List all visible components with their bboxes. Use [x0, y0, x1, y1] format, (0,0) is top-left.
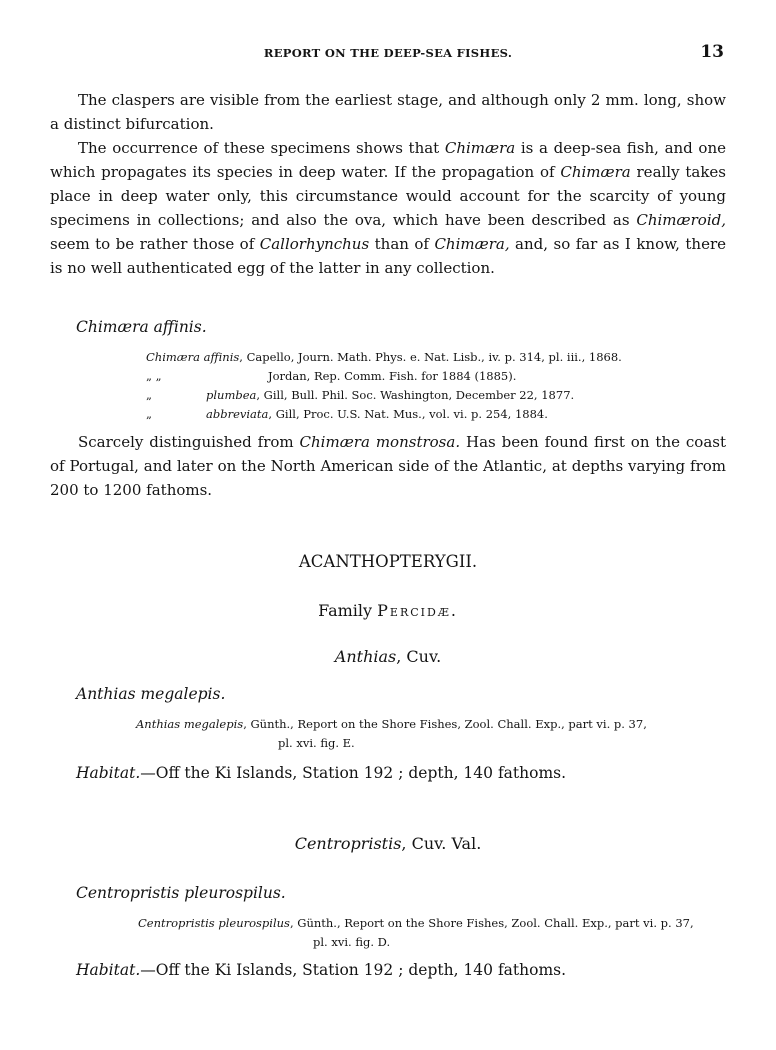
- genus-name: Centropristis: [294, 834, 402, 853]
- genus-name: Chimæra: [560, 163, 631, 181]
- reference-species: Centropristis pleurospilus: [138, 916, 290, 930]
- reference-species: Anthias megalepis: [136, 717, 244, 731]
- reference-citation: , Günth., Report on the Shore Fishes, Zool. Chall. Exp., part vi. p. 37,: [243, 717, 647, 731]
- genus-name: Anthias: [334, 647, 397, 666]
- genus-author: , Cuv.: [396, 647, 442, 666]
- habitat-text: —Off the Ki Islands, Station 192 ; depth, 140 fathoms.: [140, 961, 567, 979]
- synonym-line: [146, 367, 622, 386]
- genus-heading-centropristis: [0, 834, 776, 853]
- genus-author: , Cuv. Val.: [401, 834, 482, 853]
- synonym-line: [146, 386, 622, 405]
- genus-name: Callorhynchus: [259, 235, 370, 253]
- species-heading-chimaera-affinis: Chimæra affinis.: [76, 318, 207, 336]
- synonym-citation: Jordan, Rep. Comm. Fish. for 1884 (1885).: [268, 369, 517, 383]
- synonym-line: [146, 348, 622, 367]
- species-name: Chimæra monstrosa.: [299, 433, 461, 451]
- ditto-mark: „: [146, 388, 152, 402]
- reference-plate: pl. xvi. fig. D.: [313, 935, 391, 949]
- intro-p2-text: than of: [369, 235, 435, 253]
- term-italic: Chimæroid,: [636, 211, 726, 229]
- intro-p1-text: The claspers are visible from the earliest stage, and although only 2 mm. long, show a distinct bifurcation.: [50, 91, 726, 133]
- ditto-mark: „ „: [146, 369, 162, 383]
- habitat-centropristis-pleurospilus: [76, 961, 566, 979]
- habitat-label: Habitat.: [76, 961, 141, 979]
- order-heading: ACANTHOPTERYGII.: [298, 552, 478, 571]
- species-heading-centropristis-pleurospilus: Centropristis pleurospilus.: [76, 884, 286, 902]
- synonym-citation: , Gill, Proc. U.S. Nat. Mus., vol. vi. p. 254, 1884.: [268, 407, 548, 421]
- synonym-line: [146, 405, 622, 424]
- reference-centropristis-pleurospilus: [138, 914, 726, 952]
- habitat-text: —Off the Ki Islands, Station 192 ; depth, 140 fathoms.: [140, 764, 567, 782]
- intro-p2-text: and, so far as I know, there is no well authenticated egg of the latter in any collection.: [50, 235, 727, 277]
- reference-citation: , Günth., Report on the Shore Fishes, Zool. Chall. Exp., part vi. p. 37,: [289, 916, 694, 930]
- synonym-citation: , Capello, Journ. Math. Phys. e. Nat. Lisb., iv. p. 314, pl. iii., 1868.: [239, 350, 622, 364]
- intro-p2-text: seem to be rather those of: [50, 235, 260, 253]
- description-text: Scarcely distinguished from: [78, 433, 300, 451]
- family-label: Family: [318, 601, 378, 620]
- reference-anthias-megalepis: [136, 715, 724, 753]
- genus-name: Chimæra: [444, 139, 516, 157]
- family-heading: [0, 601, 776, 620]
- family-name: Percidæ.: [377, 601, 458, 620]
- running-title: REPORT ON THE DEEP-SEA FISHES.: [263, 46, 513, 60]
- genus-name: Chimæra,: [434, 235, 510, 253]
- habitat-label: Habitat.: [76, 764, 141, 782]
- synonym-name: Chimæra affinis: [146, 350, 240, 364]
- synonym-citation: , Gill, Bull. Phil. Soc. Washington, December 22, 1877.: [256, 388, 575, 402]
- reference-plate: pl. xvi. fig. E.: [278, 736, 355, 750]
- species-heading-anthias-megalepis: Anthias megalepis.: [76, 685, 226, 703]
- intro-paragraph-2: [50, 136, 726, 280]
- description-text: Has been found first on the coast of Portugal, and later on the North American side of the Atlantic, at depths varying from 200 to 1200 fathoms.: [50, 433, 726, 499]
- intro-p2-text: really takes place in deep water only, this circumstance would account for the scarcity of young specimens in collections; and also the ova, which have been described as: [50, 163, 726, 229]
- genus-heading-anthias: [0, 647, 776, 666]
- ditto-mark: „: [146, 407, 152, 421]
- synonym-list: [146, 348, 622, 424]
- intro-paragraph-1: [50, 88, 726, 136]
- intro-p2-text: is a deep-sea fish, and one which propagates its species in deep water. If the propagation of: [50, 139, 726, 181]
- habitat-anthias-megalepis: [76, 764, 566, 782]
- page-number: 13: [700, 42, 724, 62]
- synonym-name: abbreviata: [206, 407, 269, 421]
- intro-p2-text: The occurrence of these specimens shows that: [78, 139, 445, 157]
- chimaera-affinis-description: [50, 430, 726, 502]
- synonym-name: plumbea: [206, 388, 257, 402]
